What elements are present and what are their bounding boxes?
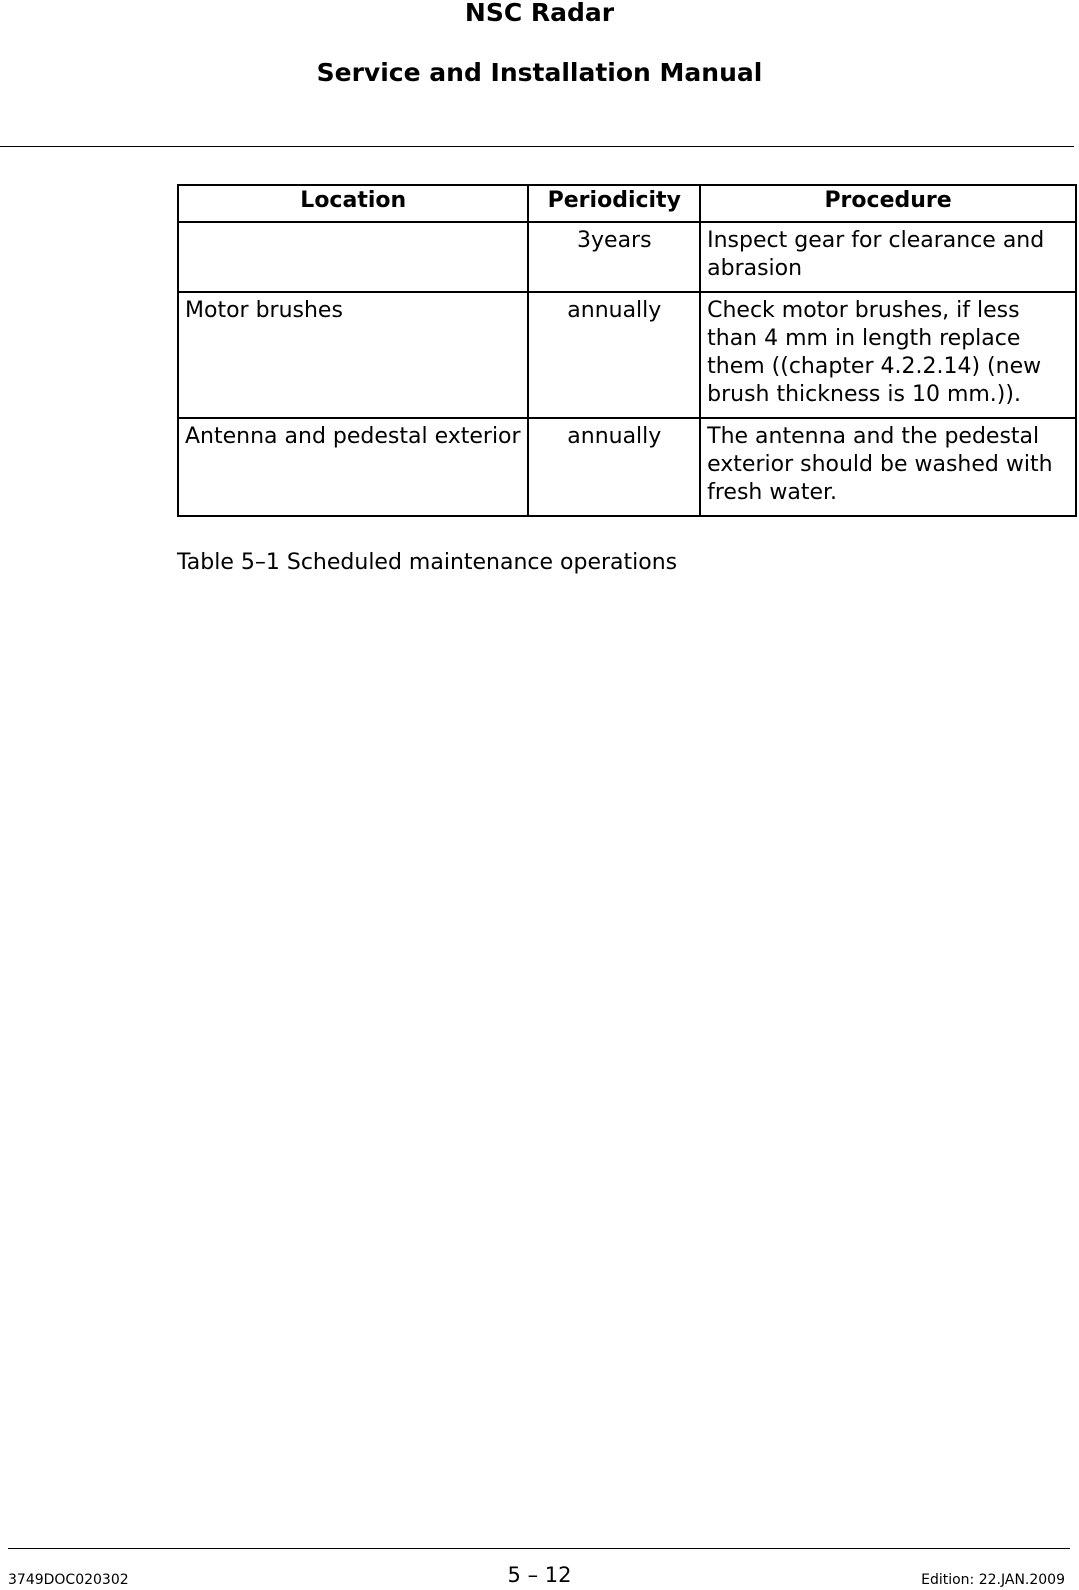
header-divider [0, 146, 1074, 147]
periodicity-cell: annually [528, 292, 700, 418]
periodicity-cell: annually [528, 418, 700, 516]
table-row [178, 292, 1076, 418]
table-caption: Table 5–1 Scheduled maintenance operations [177, 550, 678, 575]
location-cell [178, 222, 528, 292]
column-header-location: Location [178, 185, 528, 222]
document-subtitle: Service and Installation Manual [316, 58, 763, 87]
procedure-cell: Check motor brushes, if less than 4 mm in length replace them ((chapter 4.2.2.14) (new brush thickness is 10 mm.)). [700, 292, 1076, 418]
footer-doc-number: 3749DOC020302 [8, 1572, 129, 1588]
procedure-cell: Inspect gear for clearance and abrasion [700, 222, 1076, 292]
footer-divider [8, 1548, 1070, 1549]
footer-edition: Edition: 22.JAN.2009 [921, 1572, 1065, 1588]
location-cell: Motor brushes [178, 292, 528, 418]
column-header-periodicity: Periodicity [528, 185, 700, 222]
location-cell: Antenna and pedestal exterior [178, 418, 528, 516]
procedure-cell: The antenna and the pedestal exterior should be washed with fresh water. [700, 418, 1076, 516]
document-title: NSC Radar [464, 0, 615, 27]
maintenance-table [177, 184, 1077, 517]
periodicity-cell: 3years [528, 222, 700, 292]
table-header-row [178, 185, 1076, 222]
table-row [178, 222, 1076, 292]
footer-page-number: 5 – 12 [507, 1563, 572, 1587]
table-body [178, 222, 1076, 516]
table-row [178, 418, 1076, 516]
column-header-procedure: Procedure [700, 185, 1076, 222]
table-header [178, 185, 1076, 222]
